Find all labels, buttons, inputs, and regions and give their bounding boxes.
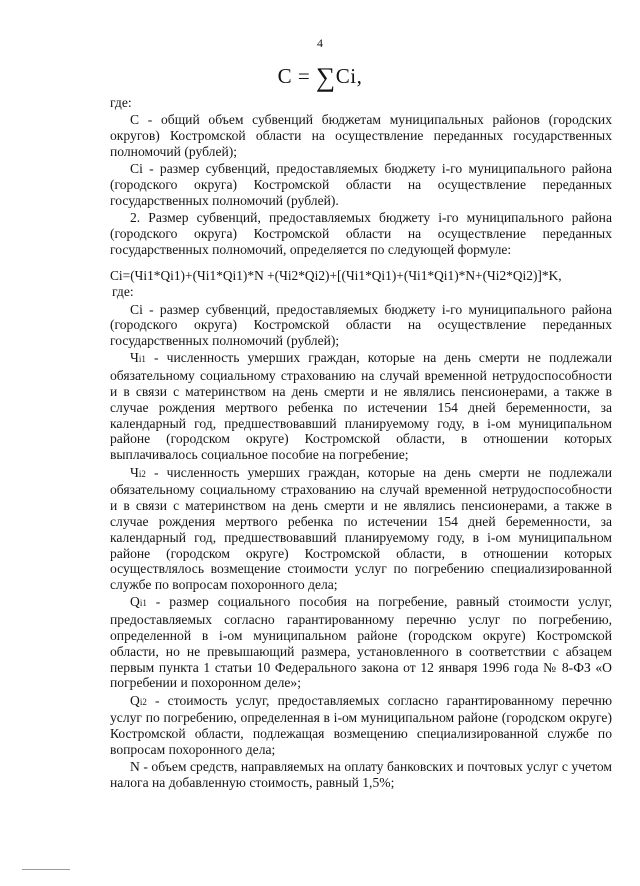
main-formula: Ci=(Чi1*Qi1)+(Чi1*Qi1)*N +(Чi2*Qi2)+[(Чi1*Qi1)+(Чi1*Qi1)*N+(Чi2*Qi2)]*K, <box>110 268 562 284</box>
symbol-subscript: i2 <box>138 468 146 479</box>
symbol-q: Q <box>130 594 140 610</box>
symbol-q: Q <box>130 692 140 708</box>
definition-q1 <box>110 594 612 691</box>
definition-total-subvention: С - общий объем субвенций бюджетам муниципальных районов (городских округов) Костромской области на осуществление переданных государственных полномочий (рублей); <box>110 112 612 159</box>
definition-ci-subvention-2: Ci - размер субвенций, предоставляемых бюджету i-го муниципального района (городского округа) Костромской области на осуществление переданных государственных полномочий (рублей); <box>110 301 612 349</box>
definition-n: N - объем средств, направляемых на оплату банковских и почтовых услуг с учетом налога на добавленную стоимость, равный 1,5%; <box>110 759 612 791</box>
where-label: где: <box>110 95 132 110</box>
footer-rule <box>22 869 70 870</box>
symbol-ch: Ч <box>130 464 139 480</box>
sigma-symbol: ∑ <box>316 62 336 92</box>
definition-q2 <box>110 693 612 758</box>
definition-text: - численность умерших граждан, которые на день смерти не подлежали обязательному социальному страхованию на случай временной нетрудоспособности и в связи с материнством на день смерти и не являлись пенсионерами, а также в случае рождения мертвого ребенка по истечении 154 дней беременности, за календарный год, предшествовавший планируемому году, в i-ом муниципальном районе (городском округе) Костромской области, в отношении которых осуществлялось возмещение стоимости услуг по погребению специализированной службе по вопросам похоронного дела; <box>110 464 612 593</box>
where-label-2: где: <box>112 284 134 300</box>
definition-text: - размер социального пособия на погребение, равный стоимости услуг, предоставляемых согласно гарантированному перечню услуг по погребению, определенной в i-ом муниципальном районе (городском округе) Костромской области, но не превышающий размера, установленного в соответствии с абзацем первым пункта 1 статьи 10 Федерального закона от 12 января 1996 года № 8-ФЗ «О погребении и похоронном деле»; <box>110 594 612 691</box>
symbol-subscript: i2 <box>139 696 147 707</box>
page-number: 4 <box>317 36 323 50</box>
symbol-subscript: i1 <box>139 598 147 609</box>
sum-formula-lhs: C = <box>277 64 316 88</box>
definition-text: - стоимость услуг, предоставляемых согласно гарантированному перечню услуг по погребению, определенная в i-ом муниципальном районе (городском округе) Костромской области, подлежащая возмещению специализированной службе по вопросам похоронного дела; <box>110 692 612 758</box>
document-body <box>110 95 612 792</box>
item-2-paragraph: 2. Размер субвенций, предоставляемых бюджету i-го муниципального района (городского округа) Костромской области на осуществление переданных государственных полномочий, определяется по следующей формуле: <box>110 210 612 257</box>
symbol-ch: Ч <box>130 350 139 366</box>
definition-ch1 <box>110 350 612 463</box>
definition-ci-subvention: Ci - размер субвенций, предоставляемых бюджету i-го муниципального района (городского округа) Костромской области на осуществление переданных государственных полномочий (рублей). <box>110 161 612 208</box>
sum-formula-rhs: Ci, <box>335 64 363 88</box>
definition-ch2 <box>110 465 612 593</box>
symbol-subscript: i1 <box>138 354 146 365</box>
definition-text: - численность умерших граждан, которые на день смерти не подлежали обязательному социальному страхованию на случай временной нетрудоспособности и в связи с материнством на день смерти и не являлись пенсионерами, а также в случае рождения мертвого ребенка по истечении 154 дней беременности, за календарный год, предшествовавший планируемому году, в i-ом муниципальном районе (городском округе) Костромской области, в отношении которых выплачивалось социальное пособие на погребение; <box>110 350 612 463</box>
sum-formula <box>0 62 640 93</box>
